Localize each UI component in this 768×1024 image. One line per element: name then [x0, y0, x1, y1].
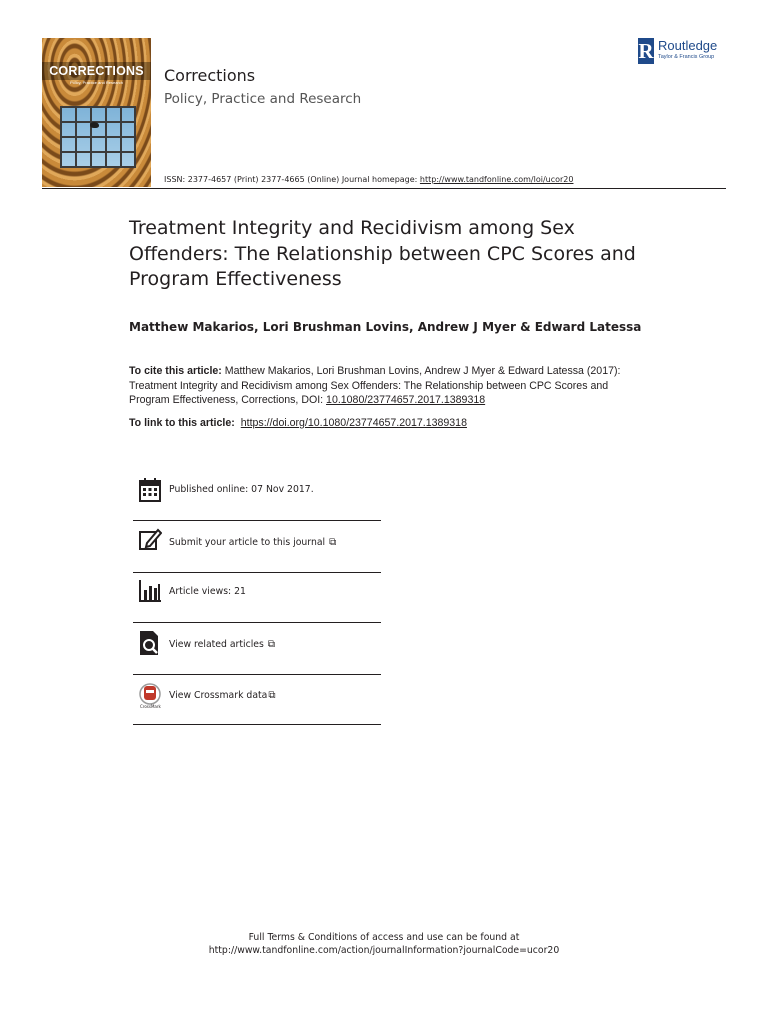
journal-title: Corrections [164, 66, 256, 85]
article-doi-link[interactable]: https://doi.org/10.1080/23774657.2017.1389318 [240, 417, 467, 429]
published-online-label: Published online: 07 Nov 2017. [169, 484, 314, 495]
issn-text: ISSN: 2377-4657 (Print) 2377-4665 (Online) Journal homepage: [164, 175, 420, 184]
metrics-divider [133, 724, 381, 725]
metrics-divider [133, 674, 381, 675]
cover-window-illustration [60, 106, 136, 168]
crossmark-row[interactable] [133, 677, 381, 728]
publisher-tagline: Taylor & Francis Group [658, 54, 715, 60]
terms-footer [0, 931, 768, 957]
related-articles-link[interactable] [169, 639, 275, 650]
cover-subtitle: Policy, Practice and Research [69, 80, 124, 85]
search-document-icon [138, 630, 162, 656]
link-lead: To link to this article: [129, 417, 235, 429]
cover-bird-illustration [90, 122, 99, 128]
citation-text: Matthew Makarios, Lori Brushman Lovins, Andrew J Myer & Edward Latessa (2017): Treatment Integrity and Recidivism among Sex Offenders: The Relationship between CPC Scores and Program Effectiveness, Corrections, DOI: [129, 365, 621, 406]
published-online-row [133, 472, 381, 523]
related-articles-row[interactable] [133, 625, 381, 676]
article-views-row [133, 575, 381, 626]
citation-block [129, 364, 639, 408]
bar-chart-icon [138, 578, 162, 604]
journal-cover-image [42, 38, 151, 187]
publisher-name: Routledge [658, 38, 718, 53]
external-link-icon: ⧉ [267, 639, 276, 650]
submit-article-label: Submit your article to this journal [169, 537, 326, 548]
crossmark-link[interactable] [169, 690, 276, 701]
header-divider [42, 188, 726, 189]
journal-homepage-link[interactable]: http://www.tandfonline.com/loi/ucor20 [419, 175, 574, 184]
metrics-divider [133, 520, 381, 521]
citation-lead: To cite this article: [129, 365, 222, 377]
calendar-icon [138, 477, 162, 503]
journal-subtitle: Policy, Practice and Research [164, 91, 362, 107]
article-views-label: Article views: 21 [169, 586, 246, 597]
submit-article-row[interactable] [133, 523, 381, 574]
routledge-logo [638, 38, 738, 66]
article-link-line [129, 417, 467, 429]
external-link-icon: ⧉ [268, 690, 276, 701]
terms-link[interactable]: http://www.tandfonline.com/action/journalInformation?journalCode=ucor20 [208, 945, 560, 956]
issn-line [164, 175, 573, 184]
edit-icon [138, 527, 162, 553]
crossmark-badge-label: CrossMark [140, 704, 161, 709]
article-authors: Matthew Makarios, Lori Brushman Lovins, Andrew J Myer & Edward Latessa [129, 320, 642, 334]
external-link-icon: ⧉ [329, 537, 337, 548]
routledge-mark-icon: R [638, 39, 654, 63]
citation-doi-link[interactable]: 10.1080/23774657.2017.1389318 [326, 394, 486, 406]
cover-title: CORRECTIONS [42, 62, 151, 80]
related-articles-label: View related articles [169, 639, 264, 650]
terms-text: Full Terms & Conditions of access and use can be found at [248, 932, 520, 943]
crossmark-label: View Crossmark data [169, 690, 268, 701]
submit-article-link[interactable] [169, 537, 336, 548]
article-title: Treatment Integrity and Recidivism among Sex Offenders: The Relationship between CPC Scores and Program Effectiveness [129, 217, 636, 290]
metrics-divider [133, 622, 381, 623]
metrics-divider [133, 572, 381, 573]
